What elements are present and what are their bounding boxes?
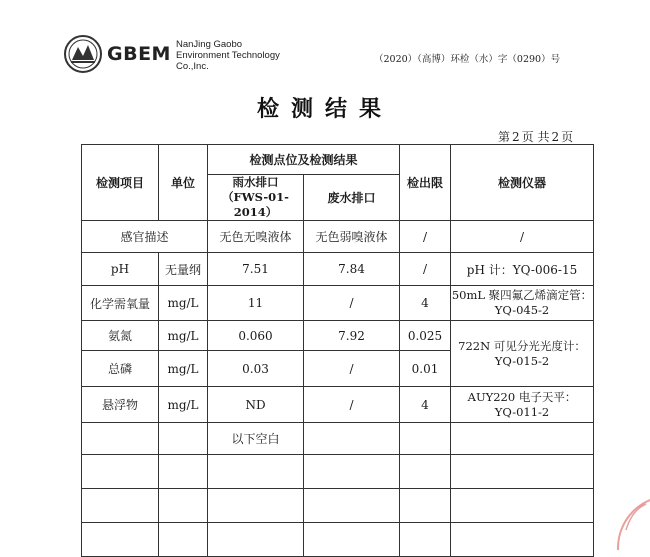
cell-point2: 7.84: [304, 253, 400, 286]
blank-cell: [159, 489, 208, 523]
header-limit: 检出限: [400, 145, 451, 221]
header-unit: 单位: [159, 145, 208, 221]
company-line: Co.,Inc.: [176, 61, 209, 72]
blank-cell: [82, 455, 159, 489]
blank-cell: [159, 455, 208, 489]
sensory-instrument: /: [451, 221, 594, 253]
blank-cell: [82, 523, 159, 557]
cell-item: 悬浮物: [82, 387, 159, 423]
cell-point2: /: [304, 351, 400, 387]
company-logo-icon: [63, 34, 103, 74]
sensory-point2: 无色弱嗅液体: [304, 221, 400, 253]
blank-cell: [304, 455, 400, 489]
cell-unit: mg/L: [159, 321, 208, 351]
cell-point1: 0.060: [208, 321, 304, 351]
cell-point1: 0.03: [208, 351, 304, 387]
blank-cell: [304, 423, 400, 455]
table-row: [82, 387, 594, 423]
blank-cell: [451, 423, 594, 455]
cell-point1: 7.51: [208, 253, 304, 286]
blank-cell: [400, 523, 451, 557]
blank-cell: [208, 523, 304, 557]
header-point1: 雨水排口 （FWS-01-2014）: [208, 175, 304, 221]
page-number: 第 2 页 共 2 页: [498, 130, 574, 144]
table-row: [82, 489, 594, 523]
cell-point1: 11: [208, 286, 304, 321]
seal-stamp-icon: [612, 470, 650, 550]
company-line: Environment Technology: [176, 50, 280, 61]
blank-cell: [82, 423, 159, 455]
company-name: [176, 39, 280, 72]
sensory-limit: /: [400, 221, 451, 253]
cell-unit: mg/L: [159, 286, 208, 321]
blank-cell: [400, 423, 451, 455]
header-points: 检测点位及检测结果: [208, 145, 400, 175]
blank-cell: [400, 489, 451, 523]
table-row: [82, 253, 594, 286]
cell-point2: 7.92: [304, 321, 400, 351]
table-row: [82, 455, 594, 489]
table-row: [82, 321, 594, 351]
blank-cell: [400, 455, 451, 489]
document-number: （2020）（高博）环检（水）字（0290）号: [374, 54, 561, 65]
blank-cell: [208, 455, 304, 489]
cell-limit: /: [400, 253, 451, 286]
cell-item: 氨氮: [82, 321, 159, 351]
table-row: [82, 423, 594, 455]
header-point2: 废水排口: [304, 175, 400, 221]
cell-unit: mg/L: [159, 351, 208, 387]
blank-cell: [304, 523, 400, 557]
cell-instrument: 50mL 聚四氟乙烯滴定管： YQ-045-2: [451, 286, 594, 321]
header-instrument: 检测仪器: [451, 145, 594, 221]
table-row: [82, 221, 594, 253]
sensory-item: 感官描述: [82, 221, 208, 253]
page-title: 检测结果: [256, 96, 393, 122]
cell-item: 化学需氧量: [82, 286, 159, 321]
blank-cell: [159, 523, 208, 557]
blank-cell: [304, 489, 400, 523]
cell-instrument: 722N 可见分光光度计： YQ-015-2: [451, 321, 594, 387]
cell-point2: /: [304, 286, 400, 321]
blank-cell: [159, 423, 208, 455]
blank-note: 以下空白: [208, 423, 304, 455]
company-line: NanJing Gaobo: [176, 39, 243, 50]
table-row: [82, 523, 594, 557]
cell-item: 总磷: [82, 351, 159, 387]
cell-limit: 0.025: [400, 321, 451, 351]
blank-cell: [208, 489, 304, 523]
cell-limit: 0.01: [400, 351, 451, 387]
cell-limit: 4: [400, 387, 451, 423]
blank-cell: [451, 455, 594, 489]
brand-name: GBEM: [107, 43, 171, 65]
blank-cell: [451, 523, 594, 557]
cell-limit: 4: [400, 286, 451, 321]
header-item: 检测项目: [82, 145, 159, 221]
blank-cell: [451, 489, 594, 523]
table-row: [82, 286, 594, 321]
cell-item: pH: [82, 253, 159, 286]
cell-instrument: pH 计：YQ-006-15: [451, 253, 594, 286]
blank-cell: [82, 489, 159, 523]
cell-instrument: AUY220 电子天平： YQ-011-2: [451, 387, 594, 423]
cell-unit: mg/L: [159, 387, 208, 423]
cell-point2: /: [304, 387, 400, 423]
cell-point1: ND: [208, 387, 304, 423]
results-table: [81, 144, 594, 557]
sensory-point1: 无色无嗅液体: [208, 221, 304, 253]
cell-unit: 无量纲: [159, 253, 208, 286]
